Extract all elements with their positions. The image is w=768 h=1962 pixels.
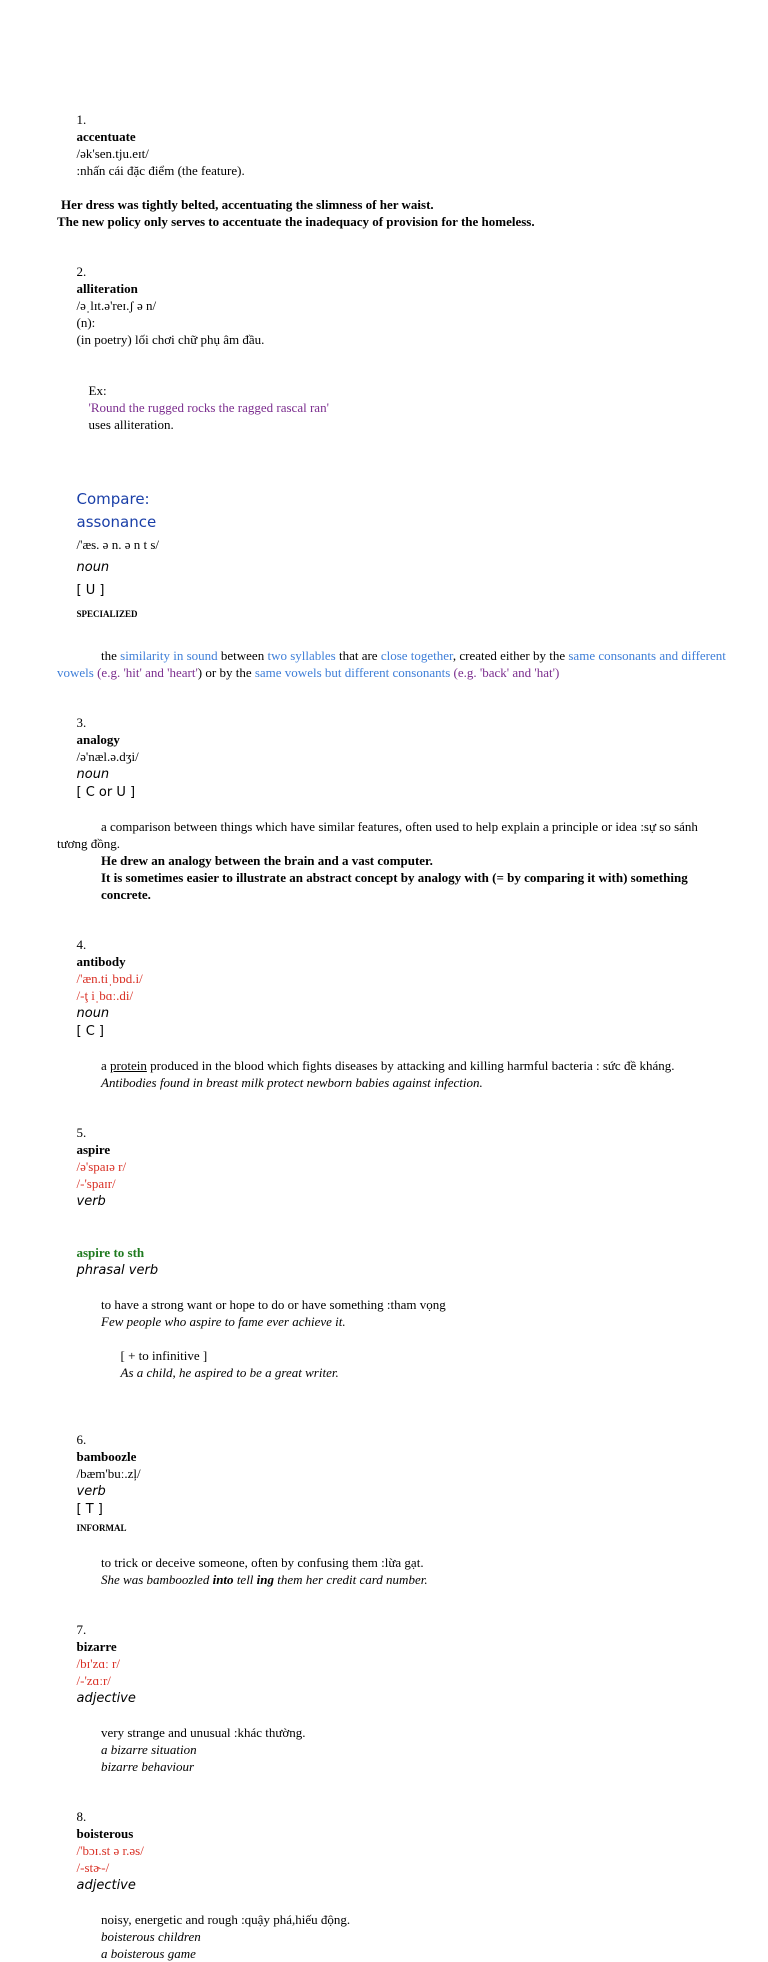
definition: [57, 647, 728, 681]
pronunciation: /'bɔɪ.st ə r.əs/: [76, 1843, 144, 1858]
definition: (in poetry) lối chơi chữ phụ âm đầu.: [76, 332, 265, 347]
example-phrase: a boisterous game: [101, 1946, 196, 1961]
pronunciation: /ək'sen.tju.eɪt/: [76, 146, 149, 161]
def-link: close together: [380, 648, 453, 663]
def-text: between: [217, 648, 268, 663]
definition: noisy, energetic and rough :quậy phá,hiếu động.: [101, 1912, 351, 1927]
example-text: She was bamboozled: [101, 1572, 213, 1587]
entry-assonance: [57, 466, 728, 681]
headword: assonance: [76, 513, 157, 531]
example-sentence: [57, 1571, 728, 1588]
def-text: that are: [335, 648, 381, 663]
grammar-code: [ T ]: [76, 1502, 103, 1517]
entry-bizarre: [57, 1604, 728, 1775]
headword: antibody: [76, 954, 126, 969]
definition: to have a strong want or hope to do or have something :tham vọng: [101, 1297, 446, 1312]
entry-number: 5.: [76, 1125, 87, 1140]
headword: alliteration: [76, 281, 138, 296]
def-example: 'hit' and 'heart': [123, 665, 198, 680]
part-of-speech: noun: [76, 1006, 110, 1021]
example-phrase: a bizarre situation: [101, 1742, 197, 1757]
compare-label: Compare:: [76, 490, 150, 508]
def-text: ) or by the: [197, 665, 255, 680]
def-example: 'back' and 'hat': [479, 665, 555, 680]
part-of-speech: noun: [76, 560, 110, 575]
example-phrase: bizarre behaviour: [101, 1759, 195, 1774]
definition: [57, 1057, 728, 1074]
def-text: produced in the blood which fights diseases by attacking and killing harmful bacteria : sức đề kháng.: [146, 1058, 675, 1073]
entry-number: 3.: [76, 715, 87, 730]
pronunciation: /ə'næl.ə.dʒi/: [76, 749, 139, 764]
part-of-speech: (n):: [76, 315, 96, 330]
def-link: same vowels but different consonants: [254, 665, 451, 680]
example-phrase: boisterous children: [101, 1929, 201, 1944]
phrasal-pos: phrasal verb: [76, 1263, 159, 1278]
pronunciation-us: /-ţ iˌbɑː.di/: [76, 988, 134, 1003]
entry-alliteration: [57, 246, 728, 450]
pronunciation: /ə'spaɪə r/: [76, 1159, 127, 1174]
entry-accentuate: [57, 94, 728, 230]
headword: bamboozle: [76, 1449, 137, 1464]
entry-number: 6.: [76, 1432, 87, 1447]
part-of-speech: adjective: [76, 1878, 136, 1893]
entry-number: 8.: [76, 1809, 87, 1824]
def-underlined: protein: [110, 1058, 147, 1073]
def-text: , created either by the: [452, 648, 569, 663]
pronunciation: /bæm'buː.zļ/: [76, 1466, 141, 1481]
definition: very strange and unusual :khác thường.: [101, 1725, 306, 1740]
example-quote: 'Round the rugged rocks the ragged rascal ran': [88, 400, 329, 415]
grammar-note: [ + to infinitive ]: [120, 1348, 208, 1363]
definition: a comparison between things which have similar features, often used to help explain a principle or idea :sự so sánh tương đồng.: [57, 819, 702, 851]
part-of-speech: adjective: [76, 1691, 136, 1706]
example-keyword: into: [212, 1572, 234, 1587]
example-sentence: It is sometimes easier to illustrate an abstract concept by analogy with (= by comparing it with) something concrete.: [101, 870, 691, 902]
example-sentence: As a child, he aspired to be a great writer.: [120, 1365, 339, 1380]
def-text: (e.g.: [450, 665, 480, 680]
part-of-speech: verb: [76, 1194, 106, 1209]
part-of-speech: verb: [76, 1484, 106, 1499]
headword: analogy: [76, 732, 120, 747]
example-sentence: Her dress was tightly belted, accentuating the slimness of her waist.: [61, 197, 434, 212]
example-sentence: Antibodies found in breast milk protect newborn babies against infection.: [101, 1075, 483, 1090]
phrasal-verb: aspire to sth: [76, 1245, 145, 1260]
pronunciation-us: /-'spaɪr/: [76, 1176, 116, 1191]
grammar-code: [ U ]: [76, 583, 105, 598]
def-text: a: [101, 1058, 111, 1073]
entry-aspire: [57, 1107, 728, 1398]
pronunciation: /'æs. ə n. ə n t s/: [76, 537, 160, 552]
example-sentence: The new policy only serves to accentuate the inadequacy of provision for the homeless.: [57, 214, 535, 229]
def-link: same consonants and different vowels: [57, 648, 730, 680]
def-text: ): [554, 665, 560, 680]
usage-label: SPECIALIZED: [76, 609, 138, 619]
headword: aspire: [76, 1142, 111, 1157]
def-text: the: [101, 648, 121, 663]
pronunciation: /əˌlɪt.ə'reɪ.ʃ ə n/: [76, 298, 157, 313]
example-tail: uses alliteration.: [88, 417, 174, 432]
entry-number: 4.: [76, 937, 87, 952]
entry-bamboozle: [57, 1414, 728, 1588]
example-text: tell: [233, 1572, 257, 1587]
def-text: (e.g.: [93, 665, 124, 680]
pronunciation: /bɪ'zɑː r/: [76, 1656, 120, 1671]
example-text: them her credit card number.: [274, 1572, 428, 1587]
example-sentence: He drew an analogy between the brain and a vast computer.: [101, 853, 433, 868]
def-link: two syllables: [267, 648, 336, 663]
grammar-code: [ C or U ]: [76, 785, 136, 800]
example-sentence: Few people who aspire to fame ever achieve it.: [101, 1314, 346, 1329]
entry-number: 2.: [76, 264, 87, 279]
grammar-code: [ C ]: [76, 1024, 104, 1039]
example-keyword: ing: [256, 1572, 275, 1587]
headword: accentuate: [76, 129, 136, 144]
example-label: Ex:: [88, 383, 107, 398]
pronunciation-us: /-stɚ-/: [76, 1860, 110, 1875]
part-of-speech: noun: [76, 767, 110, 782]
pronunciation-us: /-'zɑːr/: [76, 1673, 111, 1688]
entry-analogy: [57, 697, 728, 903]
pronunciation: /'æn.tiˌbɒd.i/: [76, 971, 143, 986]
entry-antibody: [57, 919, 728, 1091]
definition: :nhấn cái đặc điểm (the feature).: [76, 163, 245, 178]
entry-number: 7.: [76, 1622, 87, 1637]
usage-label: INFORMAL: [76, 1523, 127, 1533]
def-link: similarity in sound: [120, 648, 218, 663]
headword: bizarre: [76, 1639, 117, 1654]
headword: boisterous: [76, 1826, 134, 1841]
definition: to trick or deceive someone, often by confusing them :lừa gạt.: [101, 1555, 424, 1570]
entry-boisterous: [57, 1791, 728, 1962]
entry-number: 1.: [76, 112, 87, 127]
